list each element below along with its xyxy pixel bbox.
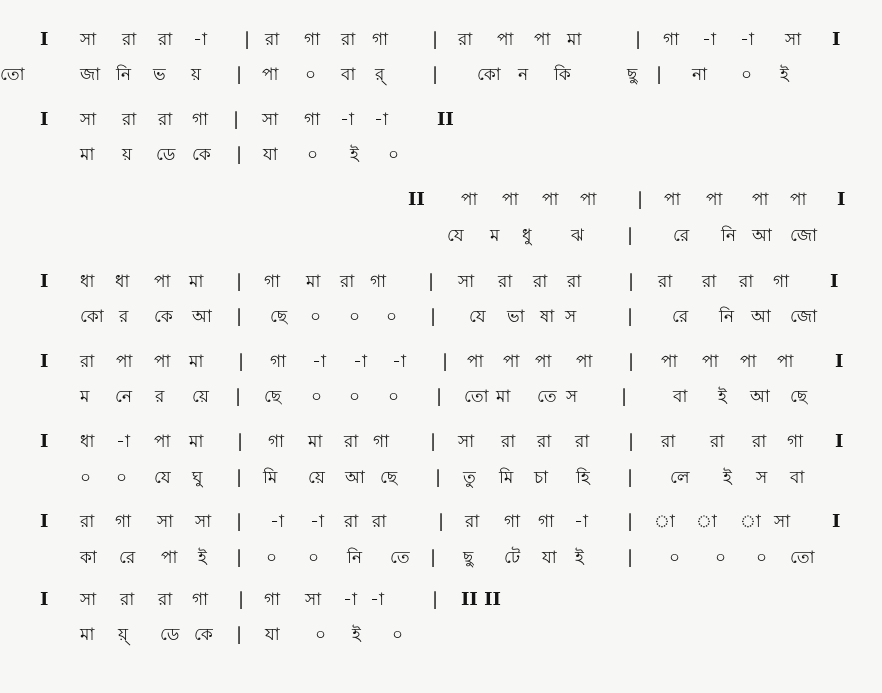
swara-note: গা <box>264 272 281 292</box>
swara-note: -া <box>312 352 326 372</box>
swara-note: পা <box>542 190 559 210</box>
lyric-syllable: পা <box>161 548 178 568</box>
lyric-syllable: পা <box>262 65 279 85</box>
bar-line: | <box>628 351 635 372</box>
bar-line: | <box>244 29 251 50</box>
lyric-syllable: ০ <box>315 625 327 645</box>
section-mark: I <box>835 351 844 372</box>
lyric-syllable: যা <box>263 145 278 165</box>
lyric-syllable: ০ <box>756 548 768 568</box>
swara-line <box>0 105 882 135</box>
bar-line: | <box>627 225 634 246</box>
swara-note: রা <box>158 590 173 610</box>
lyric-syllable: কি <box>554 65 571 85</box>
section-mark: I <box>830 271 839 292</box>
swara-note: সা <box>195 512 212 532</box>
bar-line: | <box>635 29 642 50</box>
bar-line: | <box>656 64 663 85</box>
lyric-syllable: নি <box>719 307 735 327</box>
lyric-line <box>0 543 882 573</box>
swara-note: সা <box>80 590 97 610</box>
swara-note: মা <box>189 352 204 372</box>
lyric-syllable: ই <box>575 548 584 568</box>
swara-note: গা <box>773 272 790 292</box>
swara-note: পা <box>706 190 723 210</box>
lyric-syllable: কে <box>154 307 173 327</box>
swara-note: গা <box>304 30 321 50</box>
lyric-syllable: না <box>692 65 708 85</box>
lyric-syllable: য় <box>122 145 133 165</box>
swara-note: গা <box>192 110 209 130</box>
section-mark: II II <box>461 589 501 610</box>
swara-note: পা <box>790 190 807 210</box>
bar-line: | <box>436 386 443 407</box>
swara-note: রা <box>340 272 355 292</box>
bar-line: | <box>432 29 439 50</box>
lyric-syllable: জো <box>790 226 818 246</box>
bar-line: | <box>628 431 635 452</box>
swara-note: -া <box>392 352 406 372</box>
swara-note: পা <box>461 190 478 210</box>
swara-note: ধা <box>80 272 95 292</box>
lyric-syllable: ছে <box>270 307 288 327</box>
swara-note: রা <box>158 30 173 50</box>
swara-note: রা <box>120 590 135 610</box>
section-mark: I <box>40 109 49 130</box>
swara-note: সা <box>157 512 174 532</box>
lyric-syllable: ০ <box>669 548 681 568</box>
lyric-syllable: স <box>756 468 768 488</box>
swara-note: গা <box>663 30 680 50</box>
lyric-syllable: ০ <box>307 145 319 165</box>
bar-line: | <box>637 189 644 210</box>
lyric-syllable: ছে <box>790 387 808 407</box>
bar-line: | <box>233 109 240 130</box>
section-mark: II <box>408 189 425 210</box>
swara-note: -া <box>702 30 716 50</box>
swara-note: রা <box>265 30 280 50</box>
swara-note: রা <box>498 272 513 292</box>
lyric-line <box>0 221 882 251</box>
lyric-syllable: যা <box>265 625 280 645</box>
lyric-syllable: য়ে <box>192 387 209 407</box>
swara-note: পা <box>497 30 514 50</box>
swara-note: পা <box>116 352 133 372</box>
lyric-syllable: ০ <box>386 307 398 327</box>
lyric-syllable: য়্ <box>118 625 129 645</box>
section-mark: I <box>40 351 49 372</box>
swara-note: মা <box>189 432 204 452</box>
bar-line: | <box>237 431 244 452</box>
lyric-syllable: তো <box>790 548 815 568</box>
bar-line: | <box>430 306 437 327</box>
bar-line: | <box>430 547 437 568</box>
swara-note: া <box>654 512 675 532</box>
lyric-syllable: রে <box>673 226 690 246</box>
section-mark: I <box>832 511 841 532</box>
swara-note: পা <box>752 190 769 210</box>
swara-note: পা <box>535 352 552 372</box>
swara-note: মা <box>567 30 582 50</box>
section-mark: I <box>40 589 49 610</box>
swara-note: পা <box>154 432 171 452</box>
lyric-syllable: স <box>566 387 578 407</box>
swara-note: রা <box>122 110 137 130</box>
lyric-syllable: নি <box>347 548 363 568</box>
bar-line: | <box>438 511 445 532</box>
lyric-syllable: ভা <box>507 307 525 327</box>
swara-note: মা <box>308 432 323 452</box>
bar-line: | <box>627 467 634 488</box>
lyric-syllable: ডে <box>156 145 176 165</box>
swara-note: সা <box>305 590 322 610</box>
swara-note: -া <box>116 432 130 452</box>
lyric-syllable: যে <box>154 468 171 488</box>
lyric-syllable: ই <box>198 548 207 568</box>
swara-note: সা <box>774 512 791 532</box>
lyric-syllable: কা <box>80 548 97 568</box>
swara-note: রা <box>344 432 359 452</box>
lyric-syllable: র <box>119 307 129 327</box>
swara-note: -া <box>310 512 324 532</box>
lyric-syllable: তে <box>537 387 557 407</box>
swara-note: রা <box>752 432 767 452</box>
swara-note: রা <box>567 272 582 292</box>
swara-note: গা <box>787 432 804 452</box>
bar-line: | <box>235 386 242 407</box>
lyric-syllable: আ <box>752 226 772 246</box>
section-mark: I <box>837 189 846 210</box>
swara-line <box>0 507 882 537</box>
bar-line: | <box>236 624 243 645</box>
bar-line: | <box>238 589 245 610</box>
swara-note: -া <box>370 590 384 610</box>
lyric-syllable: মা <box>80 625 95 645</box>
lyric-syllable: যে <box>469 307 486 327</box>
swara-line <box>0 585 882 615</box>
lyric-syllable: নি <box>116 65 132 85</box>
swara-note: ধা <box>115 272 130 292</box>
swara-note: রা <box>702 272 717 292</box>
lyric-syllable: জো <box>790 307 818 327</box>
swara-note: রা <box>739 272 754 292</box>
lyric-line <box>0 140 882 170</box>
lyric-syllable: স <box>565 307 577 327</box>
bar-line: | <box>628 271 635 292</box>
section-mark: I <box>832 29 841 50</box>
lyric-syllable: ছু <box>463 548 474 568</box>
lyric-syllable: ই <box>350 145 359 165</box>
swara-note: পা <box>740 352 757 372</box>
lyric-syllable: ঝ <box>571 226 584 246</box>
swara-note: গা <box>373 432 390 452</box>
bar-line: | <box>627 306 634 327</box>
lyric-syllable: চা <box>534 468 549 488</box>
lyric-syllable: টে <box>504 548 521 568</box>
swara-note: রা <box>661 432 676 452</box>
swara-note: পা <box>534 30 551 50</box>
swara-note: া <box>696 512 717 532</box>
lyric-syllable: ০ <box>311 387 323 407</box>
swara-note: -া <box>193 30 207 50</box>
lyric-line <box>0 60 882 90</box>
lyric-syllable: মা <box>496 387 511 407</box>
swara-note: গা <box>268 432 285 452</box>
lyric-syllable: আ <box>345 468 365 488</box>
lyric-syllable: যা <box>542 548 557 568</box>
section-mark: I <box>40 29 49 50</box>
lyric-syllable: কো <box>80 307 104 327</box>
bar-line: | <box>627 547 634 568</box>
swara-note: -া <box>270 512 284 532</box>
swara-note: রা <box>341 30 356 50</box>
swara-line <box>0 25 882 55</box>
lyric-syllable: ০ <box>116 468 128 488</box>
lyric-syllable: ০ <box>266 548 278 568</box>
swara-note: -া <box>353 352 367 372</box>
bar-line: | <box>435 467 442 488</box>
swara-note: পা <box>664 190 681 210</box>
swara-note: গা <box>370 272 387 292</box>
swara-note: া <box>740 512 761 532</box>
swara-note: -া <box>374 110 388 130</box>
lyric-syllable: ই <box>718 387 727 407</box>
lyric-syllable: ০ <box>392 625 404 645</box>
swara-note: পা <box>702 352 719 372</box>
lyric-syllable: ০ <box>310 307 322 327</box>
lyric-syllable: ০ <box>388 145 400 165</box>
swara-note: পা <box>154 352 171 372</box>
lyric-syllable: ন <box>518 65 529 85</box>
lyric-syllable: মি <box>263 468 278 488</box>
lyric-syllable: তো <box>464 387 489 407</box>
lyric-syllable: ০ <box>741 65 753 85</box>
swara-note: রা <box>658 272 673 292</box>
lyric-syllable: নে <box>115 387 133 407</box>
swara-note: -া <box>343 590 357 610</box>
swara-note: গা <box>538 512 555 532</box>
lyric-syllable: ই <box>780 65 789 85</box>
lyric-syllable: ধু <box>522 226 532 246</box>
lyric-syllable: ষা <box>540 307 555 327</box>
swara-note: পা <box>661 352 678 372</box>
swara-note: পা <box>503 352 520 372</box>
bar-line: | <box>236 271 243 292</box>
lyric-line <box>0 620 882 650</box>
swara-note: গা <box>504 512 521 532</box>
swara-note: রা <box>122 30 137 50</box>
swara-note: রা <box>465 512 480 532</box>
bar-line: | <box>621 386 628 407</box>
swara-note: রা <box>458 30 473 50</box>
bar-line: | <box>236 64 243 85</box>
bar-line: | <box>432 589 439 610</box>
lyric-syllable: র্ <box>375 65 385 85</box>
swara-note: পা <box>777 352 794 372</box>
section-mark: I <box>40 431 49 452</box>
bar-line: | <box>236 306 243 327</box>
lyric-syllable: মা <box>80 145 95 165</box>
lyric-syllable: যে <box>447 226 464 246</box>
lyric-syllable: ম <box>490 226 500 246</box>
swara-note: রা <box>710 432 725 452</box>
lyric-syllable: তু <box>463 468 476 488</box>
swara-note: পা <box>502 190 519 210</box>
lyric-syllable: কে <box>192 145 211 165</box>
lyric-syllable: ঘু <box>192 468 203 488</box>
lyric-syllable: ভ <box>153 65 166 85</box>
swara-note: মা <box>306 272 321 292</box>
swara-note: গা <box>264 590 281 610</box>
lyric-syllable: ০ <box>305 65 317 85</box>
swara-note: রা <box>501 432 516 452</box>
lyric-syllable: র <box>155 387 165 407</box>
swara-note: সা <box>262 110 279 130</box>
lyric-syllable: বা <box>790 468 805 488</box>
swara-note: সা <box>458 272 475 292</box>
swara-note: পা <box>467 352 484 372</box>
swara-line <box>0 185 882 215</box>
swara-note: রা <box>372 512 387 532</box>
lyric-syllable: আ <box>751 307 771 327</box>
lyric-syllable: ০ <box>349 307 361 327</box>
lyric-syllable: রে <box>672 307 689 327</box>
lyric-line <box>0 463 882 493</box>
bar-line: | <box>236 467 243 488</box>
section-mark: I <box>835 431 844 452</box>
lyric-syllable: আ <box>192 307 212 327</box>
swara-line <box>0 427 882 457</box>
swara-note: পা <box>576 352 593 372</box>
lyric-syllable: তে <box>390 548 410 568</box>
lyric-syllable: রে <box>119 548 136 568</box>
swara-note: রা <box>575 432 590 452</box>
lyric-syllable: ০ <box>349 387 361 407</box>
lyric-syllable: ০ <box>80 468 92 488</box>
bar-line: | <box>236 511 243 532</box>
swara-note: -া <box>740 30 754 50</box>
lyric-syllable: য়ে <box>308 468 325 488</box>
swara-note: রা <box>533 272 548 292</box>
swara-note: -া <box>574 512 588 532</box>
bar-line: | <box>238 351 245 372</box>
bar-line: | <box>442 351 449 372</box>
bar-line: | <box>236 547 243 568</box>
lyric-syllable: বা <box>341 65 356 85</box>
lyric-syllable: ০ <box>308 548 320 568</box>
swara-note: সা <box>80 30 97 50</box>
lyric-syllable: লে <box>670 468 690 488</box>
swara-note: সা <box>785 30 802 50</box>
swara-note: রা <box>537 432 552 452</box>
lyric-syllable: ডে <box>160 625 180 645</box>
bar-line: | <box>627 511 634 532</box>
bar-line: | <box>432 64 439 85</box>
swara-note: রা <box>158 110 173 130</box>
lyric-syllable: বা <box>673 387 688 407</box>
lyric-syllable: মি <box>499 468 514 488</box>
lyric-line <box>0 382 882 412</box>
swara-note: গা <box>192 590 209 610</box>
lyric-line <box>0 302 882 332</box>
swara-note: সা <box>458 432 475 452</box>
swara-note: মা <box>189 272 204 292</box>
lyric-syllable: য় <box>191 65 202 85</box>
section-mark: I <box>40 511 49 532</box>
lyric-syllable: ই <box>352 625 361 645</box>
swara-note: ধা <box>80 432 95 452</box>
bar-line: | <box>430 431 437 452</box>
lyric-syllable: হি <box>576 468 590 488</box>
swara-note: পা <box>580 190 597 210</box>
swara-note: -া <box>340 110 354 130</box>
lyric-syllable: ০ <box>388 387 400 407</box>
section-mark: I <box>40 271 49 292</box>
swara-note: গা <box>304 110 321 130</box>
swara-note: সা <box>80 110 97 130</box>
lyric-syllable: ম <box>80 387 90 407</box>
lyric-syllable: কে <box>194 625 213 645</box>
swara-line <box>0 347 882 377</box>
lyric-syllable: জা <box>80 65 101 85</box>
lyric-syllable: ছু <box>627 65 638 85</box>
swara-note: গা <box>270 352 287 372</box>
lyric-syllable: কো <box>477 65 501 85</box>
swara-note: পা <box>154 272 171 292</box>
section-mark: II <box>437 109 454 130</box>
lyric-syllable: নি <box>721 226 737 246</box>
lyric-syllable: ই <box>723 468 732 488</box>
bar-line: | <box>236 144 243 165</box>
swara-note: রা <box>80 512 95 532</box>
lyric-syllable: আ <box>750 387 770 407</box>
swara-note: গা <box>372 30 389 50</box>
swara-note: গা <box>115 512 132 532</box>
lyric-syllable: ০ <box>715 548 727 568</box>
swara-line <box>0 267 882 297</box>
swara-note: রা <box>80 352 95 372</box>
lyric-syllable: ছে <box>380 468 398 488</box>
swara-note: রা <box>344 512 359 532</box>
lyric-syllable: ছে <box>264 387 282 407</box>
lyric-syllable: তো <box>0 65 25 85</box>
bar-line: | <box>428 271 435 292</box>
